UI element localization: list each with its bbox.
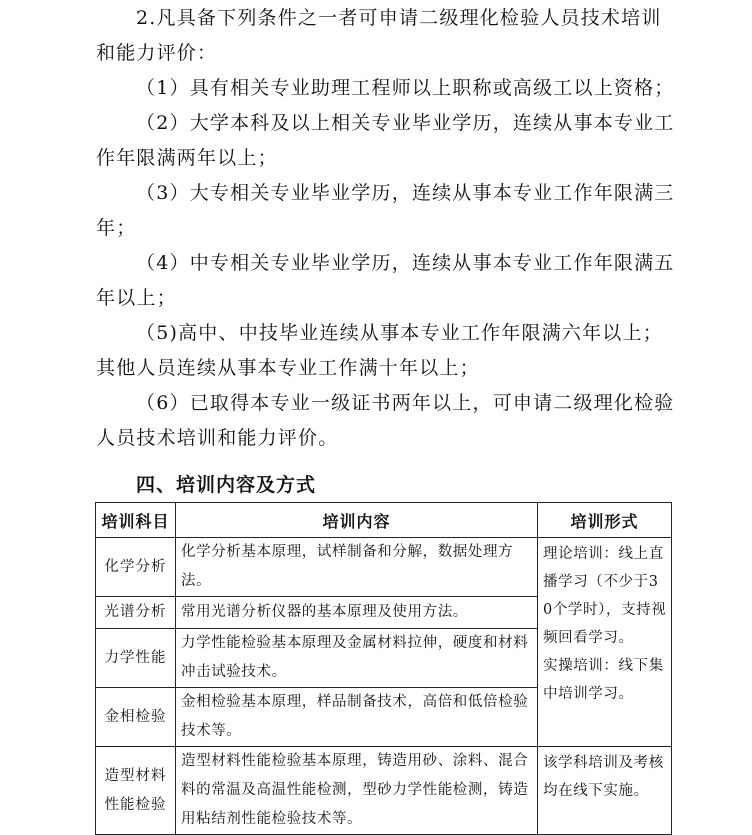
form-cell-offline: 该学科培训及考核均在线下实施。 bbox=[538, 747, 672, 835]
header-form: 培训形式 bbox=[538, 503, 672, 538]
paragraph-condition-4: （4）中专相关专业毕业学历，连续从事本专业工作年限满五年以上； bbox=[96, 252, 675, 309]
content-cell: 力学性能检验基本原理及金属材料拉伸，硬度和材料冲击试验技术。 bbox=[176, 629, 538, 688]
paragraph-eligibility-intro: 2.凡具备下列条件之一者可申请二级理化检验人员技术培训和能力评价： bbox=[96, 7, 662, 64]
section-title-training: 四、培训内容及方式 bbox=[136, 474, 317, 496]
form-theory-text: 理论培训：线上直播学习（不少于30个学时），支持视频回看学习。 bbox=[543, 546, 667, 646]
subject-cell: 光谱分析 bbox=[96, 597, 176, 629]
form-cell-online bbox=[538, 538, 672, 747]
subject-cell: 力学性能 bbox=[96, 629, 176, 688]
paragraph-condition-1: （1）具有相关专业助理工程师以上职称或高级工以上资格； bbox=[136, 77, 675, 99]
paragraph-condition-6: （6）已取得本专业一级证书两年以上，可申请二级理化检验人员技术培训和能力评价。 bbox=[96, 392, 675, 449]
training-table bbox=[95, 502, 672, 835]
table-row bbox=[96, 538, 672, 597]
table-row bbox=[96, 747, 672, 835]
content-cell: 金相检验基本原理，样品制备技术，高倍和低倍检验技术等。 bbox=[176, 688, 538, 747]
header-content: 培训内容 bbox=[176, 503, 538, 538]
paragraph-condition-5: （5)高中、中技毕业连续从事本专业工作年限满六年以上； bbox=[136, 322, 663, 344]
subject-cell: 金相检验 bbox=[96, 688, 176, 747]
content-cell: 造型材料性能检验基本原理，铸造用砂、涂料、混合料的常温及高温性能检测，型砂力学性能检测，铸造用粘结剂性能检验技术等。 bbox=[176, 747, 538, 835]
paragraph-condition-3: （3）大专相关专业毕业学历，连续从事本专业工作年限满三年； bbox=[96, 182, 675, 239]
form-practice-text: 实操培训：线下集中培训学习。 bbox=[543, 658, 664, 702]
subject-cell: 化学分析 bbox=[96, 538, 176, 597]
header-subject: 培训科目 bbox=[96, 503, 176, 538]
subject-cell: 造型材料性能检验 bbox=[96, 747, 176, 835]
paragraph-condition-2: （2）大学本科及以上相关专业毕业学历，连续从事本专业工作年限满两年以上； bbox=[96, 112, 675, 169]
content-cell: 常用光谱分析仪器的基本原理及使用方法。 bbox=[176, 597, 538, 629]
paragraph-condition-5-other: 其他人员连续从事本专业工作满十年以上； bbox=[96, 357, 480, 379]
content-cell: 化学分析基本原理，试样制备和分解，数据处理方法。 bbox=[176, 538, 538, 597]
table-header-row bbox=[96, 503, 672, 538]
